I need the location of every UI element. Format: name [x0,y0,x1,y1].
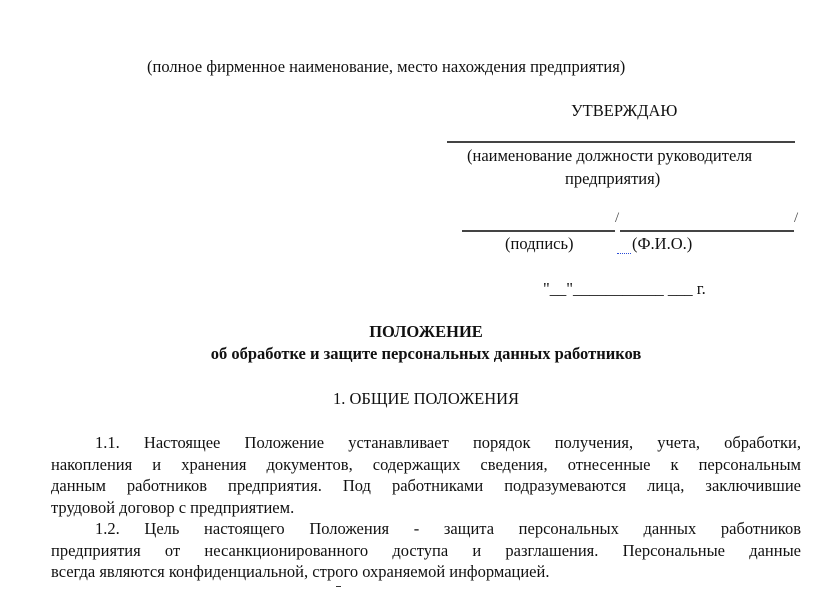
position-caption-line1: (наименование должности руководителя [467,146,753,165]
name-blank-line [620,230,794,232]
document-subtitle: об обработке и защите персональных данных работников [210,344,642,363]
signature-blank-line [462,230,615,232]
company-name-caption: (полное фирменное наименование, место нахождения предприятия) [147,57,626,76]
name-caption: (Ф.И.О.) [632,234,693,253]
paragraph-line: предприятия от несанкционированного доступа и разглашения. Персональные данные [51,541,801,560]
signature-caption: (подпись) [505,234,574,253]
approval-title: УТВЕРЖДАЮ [571,101,678,120]
paragraph-line: накопления и хранения документов, содержащих сведения, отнесенные к персональным [51,455,801,474]
paragraph-line: данным работников предприятия. Под работниками подразумеваются лица, заключившие [51,476,801,495]
position-caption-line2: предприятия) [565,169,661,188]
paragraph-line: трудовой договор с предприятием. [51,498,295,517]
position-blank-line [447,141,795,143]
paragraph-line: всегда являются конфиденциальной, строго охраняемой информацией. [51,562,550,581]
name-caption-wrap [617,234,692,254]
cropped-glyph-fragment [336,586,341,592]
signature-separator-slash: / [615,210,620,226]
paragraph-line: 1.2. Цель настоящего Положения - защита персональных данных работников [95,519,801,538]
section-heading: 1. ОБЩИЕ ПОЛОЖЕНИЯ [332,389,520,408]
paragraph-line: 1.1. Настоящее Положение устанавливает порядок получения, учета, обработки, [95,433,801,452]
name-separator-slash: / [794,210,799,226]
spellcheck-underline [617,249,631,254]
approval-date-line: "__"___________ ___ г. [543,279,706,298]
document-title: ПОЛОЖЕНИЕ [369,322,483,341]
